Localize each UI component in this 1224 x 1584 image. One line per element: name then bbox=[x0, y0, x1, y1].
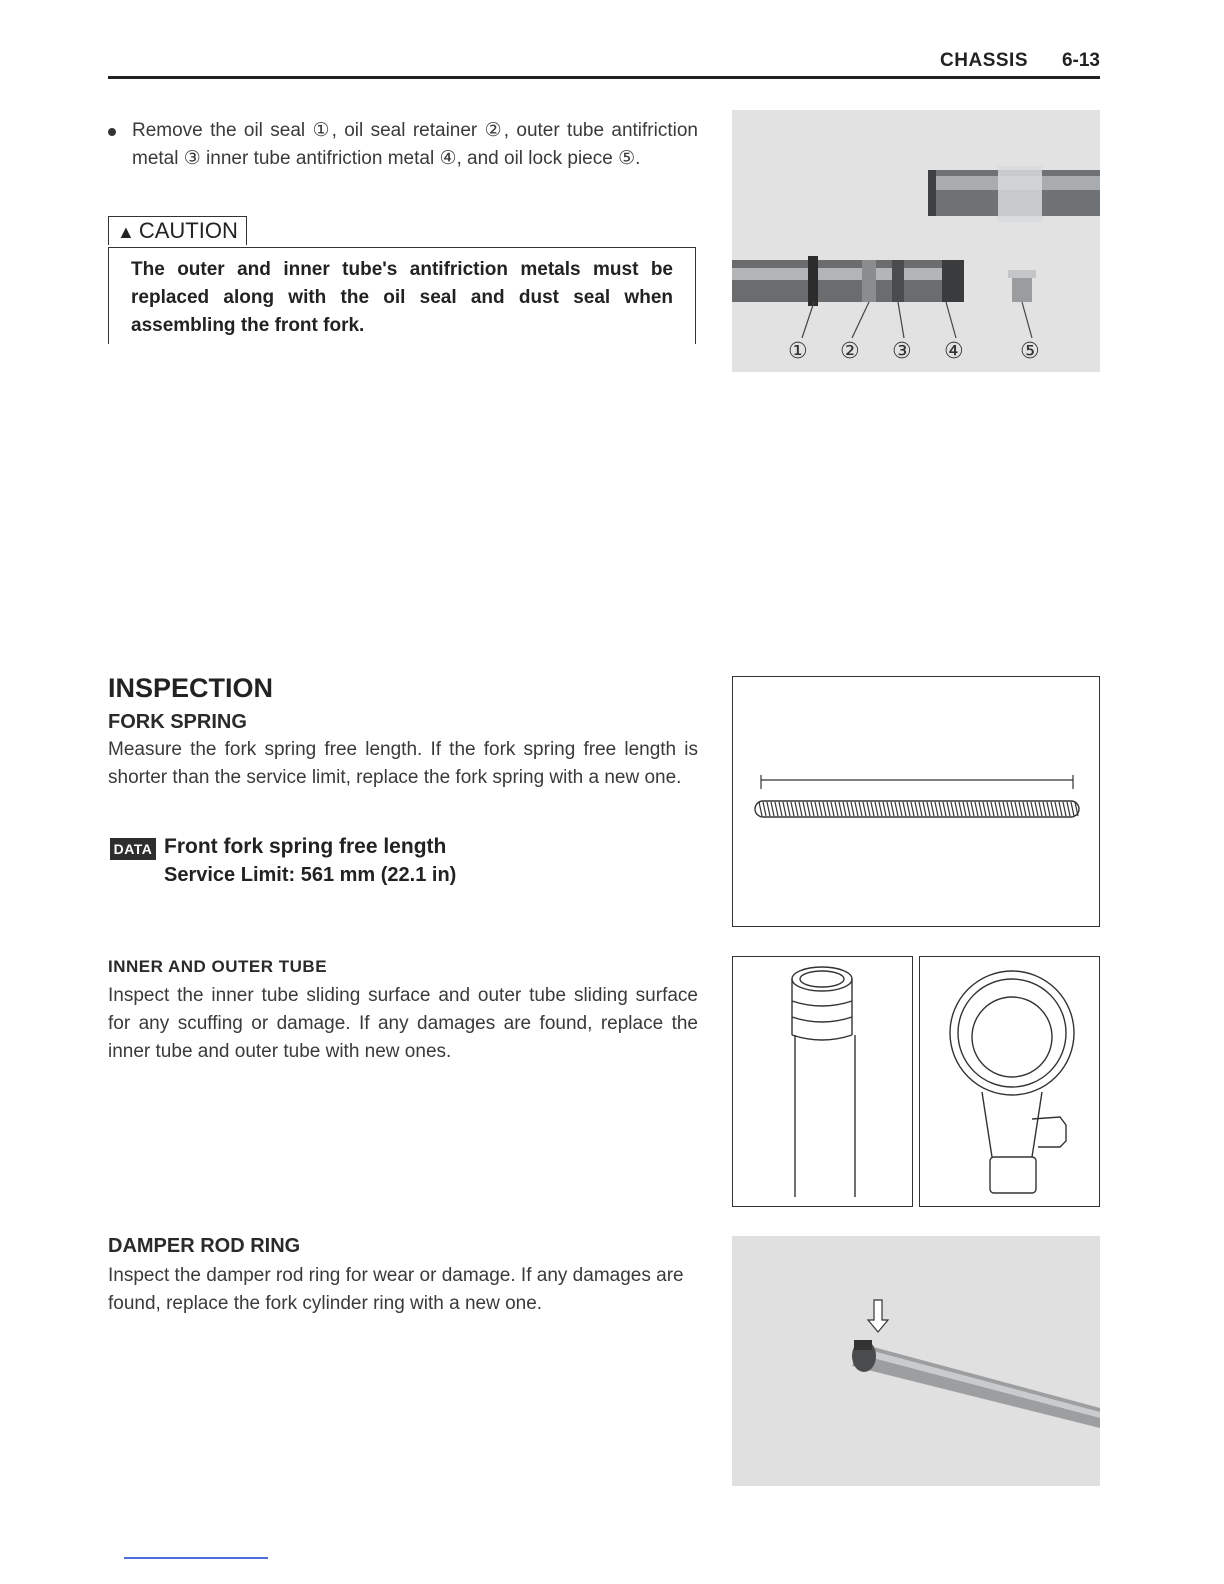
caution-label-text: CAUTION bbox=[138, 218, 238, 243]
page-number: 6-13 bbox=[1061, 50, 1100, 71]
fork-spring-heading: FORK SPRING bbox=[108, 711, 247, 733]
caution-label bbox=[108, 216, 247, 245]
removal-text: Remove the oil seal ①, oil seal retainer ②, outer tube antifriction metal ③ inner tube antifriction metal ④, and oil lock piece ⑤. bbox=[132, 120, 698, 169]
callout-2: ② bbox=[840, 338, 860, 363]
footer-link-underline[interactable] bbox=[124, 1557, 268, 1559]
section-title: CHASSIS bbox=[940, 50, 1028, 71]
outer-tube-figure bbox=[919, 956, 1100, 1207]
data-title: Front fork spring free length bbox=[164, 835, 447, 858]
caution-text: The outer and inner tube's antifriction metals must be replaced along with the oil seal and dust seal when assembling the front fork. bbox=[131, 259, 673, 336]
service-limit-spec: Service Limit: 561 mm (22.1 in) bbox=[164, 864, 457, 886]
callout-3: ③ bbox=[892, 338, 912, 363]
damper-rod-photo bbox=[732, 1236, 1100, 1486]
page-header bbox=[108, 48, 1100, 78]
inner-tube-illustration bbox=[733, 957, 912, 1206]
header-rule bbox=[108, 76, 1100, 79]
callout-4: ④ bbox=[944, 338, 964, 363]
callout-1: ① bbox=[788, 338, 808, 363]
damper-heading: DAMPER ROD RING bbox=[108, 1235, 301, 1257]
fork-spring-illustration bbox=[733, 677, 1099, 926]
fork-parts-illustration bbox=[732, 110, 1100, 372]
bullet-dot-icon bbox=[108, 128, 116, 136]
inspection-heading: INSPECTION bbox=[108, 673, 274, 703]
data-icon: DATA bbox=[110, 838, 156, 860]
tube-heading: INNER AND OUTER TUBE bbox=[108, 957, 328, 976]
callout-5: ⑤ bbox=[1020, 338, 1040, 363]
damper-rod-illustration bbox=[732, 1236, 1100, 1486]
fork-spring-figure bbox=[732, 676, 1100, 927]
removal-bullet bbox=[108, 117, 698, 173]
warning-triangle-icon: ▲ bbox=[117, 222, 135, 242]
damper-text: Inspect the damper rod ring for wear or damage. If any damages are found, replace the fork cylinder ring with a new one. bbox=[108, 1265, 684, 1314]
fork-parts-photo bbox=[732, 110, 1100, 372]
inner-tube-figure bbox=[732, 956, 913, 1207]
outer-tube-illustration bbox=[920, 957, 1099, 1206]
fork-spring-text: Measure the fork spring free length. If the fork spring free length is shorter than the service limit, replace the fork spring with a new one. bbox=[108, 739, 698, 788]
tube-text: Inspect the inner tube sliding surface and outer tube sliding surface for any scuffing or damage. If any damages are found, replace the inner tube and outer tube with new ones. bbox=[108, 985, 698, 1062]
